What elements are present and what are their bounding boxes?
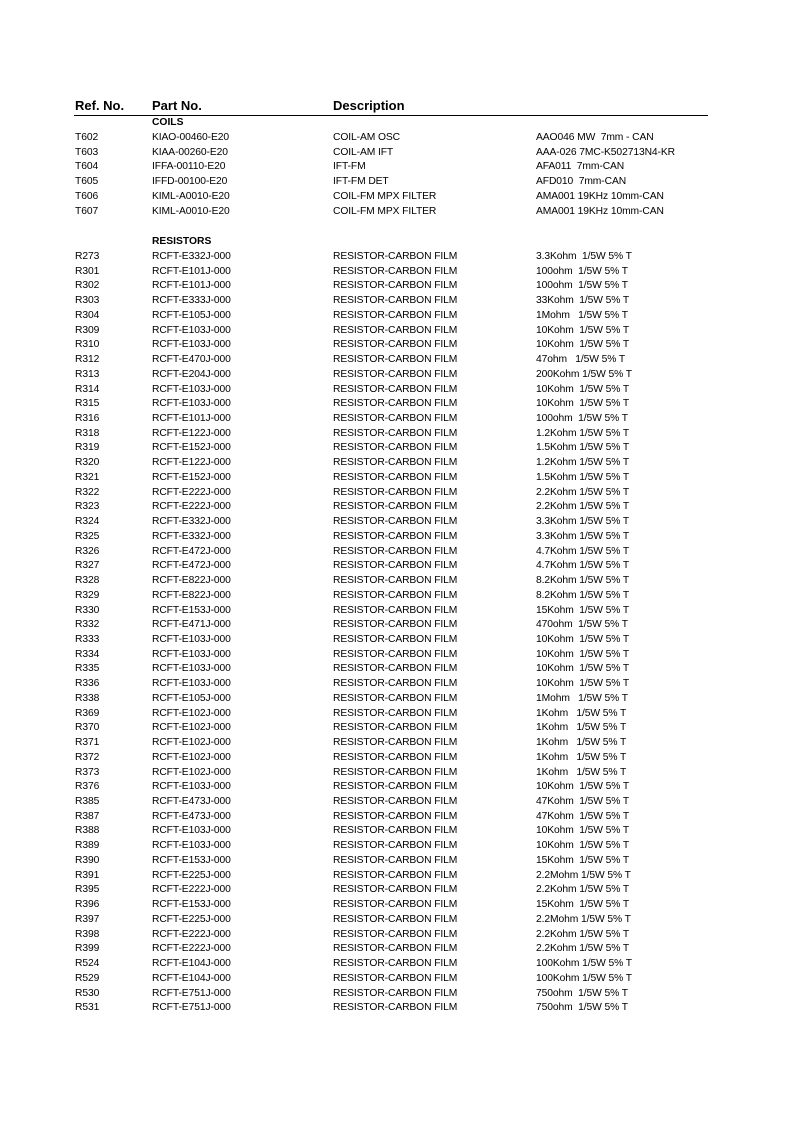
- ref-no-cell: R396: [75, 899, 100, 911]
- description-cell: RESISTOR-CARBON FILM: [333, 854, 458, 866]
- description-cell: RESISTOR-CARBON FILM: [333, 899, 458, 911]
- table-row: [0, 708, 793, 723]
- table-row: [0, 266, 793, 281]
- part-no-cell: RCFT-E103J-000: [152, 678, 231, 690]
- part-no-cell: IFFA-00110-E20: [152, 161, 226, 173]
- table-row: [0, 973, 793, 988]
- part-no-cell: RCFT-E105J-000: [152, 309, 231, 321]
- ref-no-cell: R530: [75, 987, 100, 999]
- part-no-cell: RCFT-E103J-000: [152, 663, 231, 675]
- part-no-cell: RCFT-E332J-000: [152, 530, 231, 542]
- spec-cell: 47ohm 1/5W 5% T: [536, 354, 626, 366]
- spec-cell: 10Kohm 1/5W 5% T: [536, 633, 630, 645]
- part-no-cell: RCFT-E102J-000: [152, 722, 231, 734]
- spec-cell: AMA001 19KHz 10mm-CAN: [536, 205, 664, 217]
- spec-cell: 3.3Kohm 1/5W 5% T: [536, 251, 632, 262]
- description-cell: RESISTOR-CARBON FILM: [333, 368, 458, 380]
- ref-no-cell: R335: [75, 663, 100, 675]
- table-row: [0, 958, 793, 973]
- part-no-cell: RCFT-E333J-000: [152, 295, 231, 307]
- description-cell: RESISTOR-CARBON FILM: [333, 530, 458, 542]
- ref-no-cell: T602: [75, 132, 99, 143]
- table-row: [0, 825, 793, 840]
- description-cell: RESISTOR-CARBON FILM: [333, 619, 458, 631]
- spec-cell: AFD010 7mm-CAN: [536, 176, 627, 188]
- part-no-cell: IFFD-00100-E20: [152, 176, 228, 188]
- table-row: [0, 575, 793, 590]
- description-cell: RESISTOR-CARBON FILM: [333, 324, 458, 336]
- table-row: [0, 914, 793, 929]
- part-no-cell: KIAA-00260-E20: [152, 146, 228, 158]
- ref-no-cell: R303: [75, 295, 100, 307]
- description-cell: RESISTOR-CARBON FILM: [333, 825, 458, 837]
- table-row: [0, 161, 793, 176]
- part-no-cell: RCFT-E472J-000: [152, 545, 231, 557]
- part-no-cell: RCFT-E222J-000: [152, 943, 231, 955]
- table-row: [0, 943, 793, 958]
- part-no-cell: RCFT-E332J-000: [152, 251, 231, 262]
- ref-no-cell: R372: [75, 751, 100, 763]
- part-no-cell: RCFT-E104J-000: [152, 972, 231, 984]
- ref-no-cell: R320: [75, 457, 100, 469]
- description-cell: RESISTOR-CARBON FILM: [333, 501, 458, 513]
- table-row: [0, 560, 793, 575]
- table-row: [0, 855, 793, 870]
- table-row: [0, 147, 793, 162]
- spec-cell: 10Kohm 1/5W 5% T: [536, 648, 630, 660]
- table-row: [0, 840, 793, 855]
- description-cell: RESISTOR-CARBON FILM: [333, 560, 458, 572]
- table-row: [0, 678, 793, 693]
- ref-no-cell: R389: [75, 840, 100, 852]
- table-row: [0, 663, 793, 678]
- table-row: [0, 398, 793, 413]
- table-row: [0, 649, 793, 664]
- spec-cell: 1.2Kohm 1/5W 5% T: [536, 427, 630, 439]
- ref-no-cell: R397: [75, 913, 100, 925]
- table-row: [0, 176, 793, 191]
- spec-cell: 1Kohm 1/5W 5% T: [536, 737, 627, 749]
- spec-cell: 100Kohm 1/5W 5% T: [536, 972, 632, 984]
- ref-no-cell: R388: [75, 825, 100, 837]
- table-row: [0, 339, 793, 354]
- ref-no-cell: R312: [75, 354, 100, 366]
- description-cell: RESISTOR-CARBON FILM: [333, 869, 458, 881]
- table-row: [0, 546, 793, 561]
- spec-cell: AFA011 7mm-CAN: [536, 161, 625, 173]
- description-cell: RESISTOR-CARBON FILM: [333, 766, 458, 778]
- spec-cell: 10Kohm 1/5W 5% T: [536, 825, 630, 837]
- spec-cell: 200Kohm 1/5W 5% T: [536, 368, 632, 380]
- description-cell: IFT-FM DET: [333, 176, 389, 188]
- part-no-cell: RCFT-E471J-000: [152, 619, 231, 631]
- ref-no-cell: R319: [75, 442, 100, 454]
- ref-no-cell: R313: [75, 368, 100, 380]
- spec-cell: 10Kohm 1/5W 5% T: [536, 383, 630, 395]
- part-no-cell: RCFT-E152J-000: [152, 442, 231, 454]
- part-no-cell: RCFT-E222J-000: [152, 884, 231, 896]
- part-no-cell: RCFT-E101J-000: [152, 265, 231, 277]
- ref-no-cell: R371: [75, 737, 100, 749]
- description-cell: RESISTOR-CARBON FILM: [333, 427, 458, 439]
- header-rule: [74, 115, 708, 116]
- description-cell: RESISTOR-CARBON FILM: [333, 987, 458, 999]
- ref-no-cell: R322: [75, 486, 100, 498]
- table-row: [0, 619, 793, 634]
- description-cell: IFT-FM: [333, 161, 366, 173]
- section-title-coils: COILS: [152, 117, 184, 128]
- description-cell: RESISTOR-CARBON FILM: [333, 589, 458, 601]
- table-row: [0, 442, 793, 457]
- spec-cell: 10Kohm 1/5W 5% T: [536, 678, 630, 690]
- ref-no-cell: T603: [75, 146, 99, 158]
- table-row: [0, 781, 793, 796]
- table-row: [0, 428, 793, 443]
- ref-no-cell: R316: [75, 413, 100, 425]
- description-cell: RESISTOR-CARBON FILM: [333, 810, 458, 822]
- ref-no-cell: R330: [75, 604, 100, 616]
- description-cell: RESISTOR-CARBON FILM: [333, 265, 458, 277]
- part-no-cell: RCFT-E153J-000: [152, 899, 231, 911]
- spec-cell: 1Kohm 1/5W 5% T: [536, 751, 627, 763]
- table-row: [0, 384, 793, 399]
- ref-no-cell: R338: [75, 692, 100, 704]
- part-no-cell: RCFT-E751J-000: [152, 1002, 231, 1014]
- ref-no-cell: R336: [75, 678, 100, 690]
- part-no-cell: RCFT-E153J-000: [152, 604, 231, 616]
- ref-no-cell: R531: [75, 1002, 100, 1014]
- table-row: [0, 634, 793, 649]
- table-row: [0, 767, 793, 782]
- ref-no-cell: R333: [75, 633, 100, 645]
- table-row: [0, 501, 793, 516]
- table-row: [0, 295, 793, 310]
- spec-cell: 1Kohm 1/5W 5% T: [536, 722, 627, 734]
- spec-cell: 1.5Kohm 1/5W 5% T: [536, 442, 630, 454]
- spec-cell: 3.3Kohm 1/5W 5% T: [536, 516, 630, 528]
- description-cell: RESISTOR-CARBON FILM: [333, 943, 458, 955]
- part-no-cell: RCFT-E222J-000: [152, 928, 231, 940]
- ref-no-cell: R529: [75, 972, 100, 984]
- table-row: [0, 369, 793, 384]
- ref-no-cell: R399: [75, 943, 100, 955]
- part-no-cell: RCFT-E103J-000: [152, 825, 231, 837]
- description-cell: RESISTOR-CARBON FILM: [333, 604, 458, 616]
- description-cell: RESISTOR-CARBON FILM: [333, 722, 458, 734]
- spec-cell: 33Kohm 1/5W 5% T: [536, 295, 630, 307]
- part-no-cell: RCFT-E472J-000: [152, 560, 231, 572]
- ref-no-cell: R301: [75, 265, 100, 277]
- spec-cell: 10Kohm 1/5W 5% T: [536, 781, 630, 793]
- part-no-cell: RCFT-E222J-000: [152, 486, 231, 498]
- part-no-cell: RCFT-E122J-000: [152, 457, 231, 469]
- description-cell: RESISTOR-CARBON FILM: [333, 545, 458, 557]
- ref-no-cell: R326: [75, 545, 100, 557]
- description-cell: RESISTOR-CARBON FILM: [333, 678, 458, 690]
- ref-no-cell: R385: [75, 796, 100, 807]
- spec-cell: 15Kohm 1/5W 5% T: [536, 854, 630, 866]
- ref-no-cell: R315: [75, 398, 100, 410]
- ref-no-cell: R376: [75, 781, 100, 793]
- part-no-cell: RCFT-E101J-000: [152, 413, 231, 425]
- part-no-cell: KIAO-00460-E20: [152, 132, 230, 143]
- spec-cell: 2.2Mohm 1/5W 5% T: [536, 869, 631, 881]
- spec-cell: 1.2Kohm 1/5W 5% T: [536, 457, 630, 469]
- description-cell: RESISTOR-CARBON FILM: [333, 796, 458, 807]
- description-cell: COIL-AM OSC: [333, 132, 400, 143]
- part-no-cell: RCFT-E103J-000: [152, 840, 231, 852]
- description-cell: RESISTOR-CARBON FILM: [333, 958, 458, 970]
- ref-no-cell: R524: [75, 958, 100, 970]
- part-no-cell: RCFT-E204J-000: [152, 368, 231, 380]
- description-cell: RESISTOR-CARBON FILM: [333, 295, 458, 307]
- spec-cell: 3.3Kohm 1/5W 5% T: [536, 530, 630, 542]
- ref-no-cell: R391: [75, 869, 100, 881]
- part-no-cell: RCFT-E103J-000: [152, 324, 231, 336]
- description-cell: RESISTOR-CARBON FILM: [333, 972, 458, 984]
- description-cell: RESISTOR-CARBON FILM: [333, 457, 458, 469]
- ref-no-cell: R302: [75, 280, 100, 292]
- spec-cell: 100ohm 1/5W 5% T: [536, 280, 628, 292]
- description-cell: COIL-FM MPX FILTER: [333, 190, 437, 202]
- table-row: [0, 516, 793, 531]
- spec-cell: 8.2Kohm 1/5W 5% T: [536, 575, 630, 587]
- spec-cell: 10Kohm 1/5W 5% T: [536, 339, 630, 351]
- part-no-cell: RCFT-E103J-000: [152, 383, 231, 395]
- spec-cell: 10Kohm 1/5W 5% T: [536, 398, 630, 410]
- description-cell: RESISTOR-CARBON FILM: [333, 486, 458, 498]
- description-cell: RESISTOR-CARBON FILM: [333, 913, 458, 925]
- part-no-cell: RCFT-E103J-000: [152, 781, 231, 793]
- description-cell: RESISTOR-CARBON FILM: [333, 354, 458, 366]
- spec-cell: 2.2Kohm 1/5W 5% T: [536, 486, 630, 498]
- spec-cell: 47Kohm 1/5W 5% T: [536, 810, 630, 822]
- description-cell: COIL-FM MPX FILTER: [333, 205, 437, 217]
- table-row: [0, 752, 793, 767]
- description-cell: RESISTOR-CARBON FILM: [333, 575, 458, 587]
- ref-no-cell: R373: [75, 766, 100, 778]
- part-no-cell: RCFT-E101J-000: [152, 280, 231, 292]
- part-no-cell: RCFT-E225J-000: [152, 869, 231, 881]
- table-row: [0, 191, 793, 206]
- table-row: [0, 531, 793, 546]
- ref-no-cell: R395: [75, 884, 100, 896]
- spec-cell: 1Mohm 1/5W 5% T: [536, 309, 628, 321]
- spec-cell: 4.7Kohm 1/5W 5% T: [536, 560, 630, 572]
- ref-no-cell: R323: [75, 501, 100, 513]
- ref-no-cell: T607: [75, 205, 99, 217]
- ref-no-cell: R328: [75, 575, 100, 587]
- part-no-cell: RCFT-E103J-000: [152, 398, 231, 410]
- spec-cell: 2.2Kohm 1/5W 5% T: [536, 928, 630, 940]
- spec-cell: 2.2Kohm 1/5W 5% T: [536, 501, 630, 513]
- ref-no-cell: R390: [75, 854, 100, 866]
- description-cell: RESISTOR-CARBON FILM: [333, 413, 458, 425]
- description-cell: RESISTOR-CARBON FILM: [333, 398, 458, 410]
- section-title-resistors: RESISTORS: [152, 236, 212, 247]
- ref-no-cell: R327: [75, 560, 100, 572]
- part-no-cell: RCFT-E332J-000: [152, 516, 231, 528]
- description-cell: RESISTOR-CARBON FILM: [333, 471, 458, 483]
- ref-no-cell: R324: [75, 516, 100, 528]
- description-cell: RESISTOR-CARBON FILM: [333, 707, 458, 719]
- spec-cell: 2.2Kohm 1/5W 5% T: [536, 943, 630, 955]
- ref-no-cell: R314: [75, 383, 100, 395]
- spec-cell: 100ohm 1/5W 5% T: [536, 265, 628, 277]
- ref-no-cell: R334: [75, 648, 100, 660]
- spec-cell: 10Kohm 1/5W 5% T: [536, 840, 630, 852]
- description-cell: RESISTOR-CARBON FILM: [333, 737, 458, 749]
- spec-cell: 470ohm 1/5W 5% T: [536, 619, 628, 631]
- part-no-cell: RCFT-E103J-000: [152, 633, 231, 645]
- description-cell: RESISTOR-CARBON FILM: [333, 516, 458, 528]
- description-cell: RESISTOR-CARBON FILM: [333, 840, 458, 852]
- table-row: [0, 413, 793, 428]
- table-row: [0, 605, 793, 620]
- spec-cell: 750ohm 1/5W 5% T: [536, 987, 628, 999]
- description-cell: RESISTOR-CARBON FILM: [333, 280, 458, 292]
- spec-cell: 10Kohm 1/5W 5% T: [536, 324, 630, 336]
- spec-cell: 1.5Kohm 1/5W 5% T: [536, 471, 630, 483]
- spec-cell: 1Mohm 1/5W 5% T: [536, 692, 628, 704]
- ref-no-cell: R370: [75, 722, 100, 734]
- table-row: [0, 206, 793, 221]
- description-cell: RESISTOR-CARBON FILM: [333, 383, 458, 395]
- description-cell: RESISTOR-CARBON FILM: [333, 633, 458, 645]
- ref-no-cell: R309: [75, 324, 100, 336]
- spec-cell: 750ohm 1/5W 5% T: [536, 1002, 628, 1014]
- ref-no-cell: R369: [75, 707, 100, 719]
- table-row: [0, 251, 793, 266]
- description-cell: RESISTOR-CARBON FILM: [333, 1002, 458, 1014]
- ref-no-cell: R318: [75, 427, 100, 439]
- table-row: [0, 884, 793, 899]
- part-no-cell: RCFT-E153J-000: [152, 854, 231, 866]
- part-no-cell: RCFT-E470J-000: [152, 354, 231, 366]
- spec-cell: AAO046 MW 7mm - CAN: [536, 132, 654, 143]
- part-no-cell: RCFT-E751J-000: [152, 987, 231, 999]
- part-no-cell: RCFT-E103J-000: [152, 648, 231, 660]
- part-no-cell: RCFT-E102J-000: [152, 751, 231, 763]
- table-row: [0, 487, 793, 502]
- description-cell: RESISTOR-CARBON FILM: [333, 928, 458, 940]
- header-part-no: Part No.: [152, 98, 202, 113]
- table-row: [0, 929, 793, 944]
- table-row: [0, 988, 793, 1003]
- part-no-cell: KIML-A0010-E20: [152, 190, 230, 202]
- spec-cell: 10Kohm 1/5W 5% T: [536, 663, 630, 675]
- spec-cell: 8.2Kohm 1/5W 5% T: [536, 589, 630, 601]
- part-no-cell: RCFT-E104J-000: [152, 958, 231, 970]
- spec-cell: AAA-026 7MC-K502713N4-KR: [536, 146, 675, 158]
- part-no-cell: RCFT-E102J-000: [152, 766, 231, 778]
- description-cell: RESISTOR-CARBON FILM: [333, 648, 458, 660]
- part-no-cell: RCFT-E102J-000: [152, 707, 231, 719]
- ref-no-cell: T606: [75, 190, 99, 202]
- header-description: Description: [333, 98, 405, 113]
- ref-no-cell: R387: [75, 810, 100, 822]
- part-no-cell: KIML-A0010-E20: [152, 205, 230, 217]
- spec-cell: 2.2Kohm 1/5W 5% T: [536, 884, 630, 896]
- table-row: [0, 590, 793, 605]
- ref-no-cell: R310: [75, 339, 100, 351]
- spec-cell: 15Kohm 1/5W 5% T: [536, 899, 630, 911]
- part-no-cell: RCFT-E222J-000: [152, 501, 231, 513]
- ref-no-cell: R325: [75, 530, 100, 542]
- spec-cell: 1Kohm 1/5W 5% T: [536, 707, 627, 719]
- ref-no-cell: R321: [75, 471, 100, 483]
- table-row: [0, 132, 793, 147]
- table-row: [0, 472, 793, 487]
- ref-no-cell: R398: [75, 928, 100, 940]
- ref-no-cell: T604: [75, 161, 99, 173]
- spec-cell: 15Kohm 1/5W 5% T: [536, 604, 630, 616]
- description-cell: RESISTOR-CARBON FILM: [333, 251, 458, 262]
- spec-cell: 1Kohm 1/5W 5% T: [536, 766, 627, 778]
- part-no-cell: RCFT-E473J-000: [152, 810, 231, 822]
- description-cell: RESISTOR-CARBON FILM: [333, 781, 458, 793]
- description-cell: RESISTOR-CARBON FILM: [333, 309, 458, 321]
- table-row: [0, 354, 793, 369]
- table-row: [0, 457, 793, 472]
- part-no-cell: RCFT-E225J-000: [152, 913, 231, 925]
- table-row: [0, 325, 793, 340]
- description-cell: RESISTOR-CARBON FILM: [333, 751, 458, 763]
- spec-cell: 4.7Kohm 1/5W 5% T: [536, 545, 630, 557]
- ref-no-cell: R329: [75, 589, 100, 601]
- part-no-cell: RCFT-E822J-000: [152, 589, 231, 601]
- part-no-cell: RCFT-E473J-000: [152, 796, 231, 807]
- spec-cell: 100ohm 1/5W 5% T: [536, 413, 628, 425]
- description-cell: RESISTOR-CARBON FILM: [333, 692, 458, 704]
- ref-no-cell: R304: [75, 309, 100, 321]
- table-row: [0, 280, 793, 295]
- description-cell: COIL-AM IFT: [333, 146, 394, 158]
- part-no-cell: RCFT-E122J-000: [152, 427, 231, 439]
- header-ref-no: Ref. No.: [75, 98, 125, 113]
- ref-no-cell: R273: [75, 251, 100, 262]
- description-cell: RESISTOR-CARBON FILM: [333, 884, 458, 896]
- table-row: [0, 870, 793, 885]
- description-cell: RESISTOR-CARBON FILM: [333, 442, 458, 454]
- description-cell: RESISTOR-CARBON FILM: [333, 663, 458, 675]
- spec-cell: 100Kohm 1/5W 5% T: [536, 958, 632, 970]
- table-row: [0, 796, 793, 811]
- table-row: [0, 693, 793, 708]
- part-no-cell: RCFT-E152J-000: [152, 471, 231, 483]
- part-no-cell: RCFT-E102J-000: [152, 737, 231, 749]
- spec-cell: AMA001 19KHz 10mm-CAN: [536, 190, 664, 202]
- part-no-cell: RCFT-E103J-000: [152, 339, 231, 351]
- ref-no-cell: T605: [75, 176, 99, 188]
- spec-cell: 2.2Mohm 1/5W 5% T: [536, 913, 631, 925]
- spec-cell: 47Kohm 1/5W 5% T: [536, 796, 630, 807]
- table-row: [0, 1002, 793, 1017]
- table-row: [0, 899, 793, 914]
- table-row: [0, 811, 793, 826]
- table-row: [0, 722, 793, 737]
- description-cell: RESISTOR-CARBON FILM: [333, 339, 458, 351]
- ref-no-cell: R332: [75, 619, 100, 631]
- part-no-cell: RCFT-E105J-000: [152, 692, 231, 704]
- part-no-cell: RCFT-E822J-000: [152, 575, 231, 587]
- table-row: [0, 737, 793, 752]
- table-row: [0, 310, 793, 325]
